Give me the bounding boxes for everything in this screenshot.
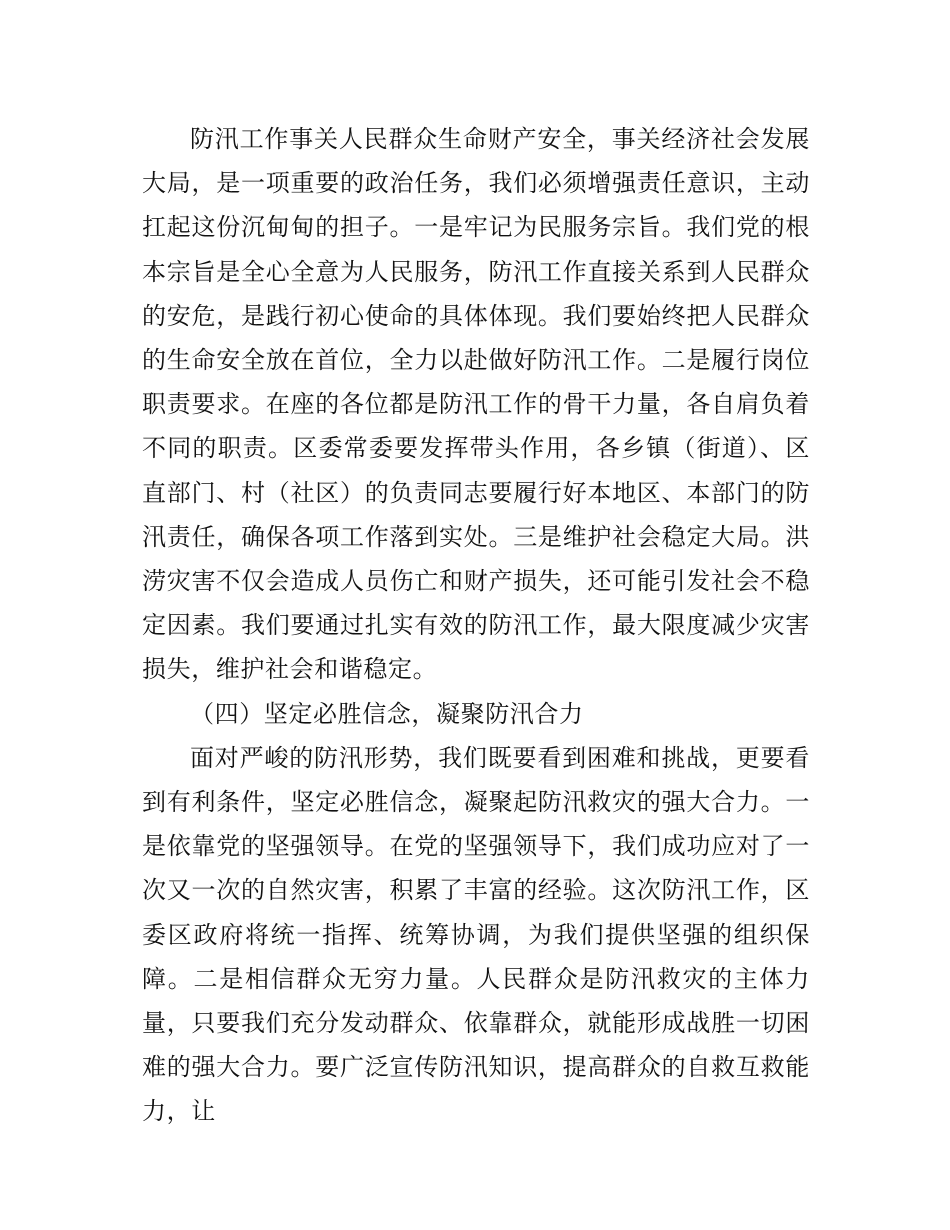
document-body [142,117,810,1134]
section-heading-4: （四）坚定必胜信念，凝聚防汛合力 [190,699,584,728]
body-paragraph-confidence: 面对严峻的防汛形势，我们既要看到困难和挑战，更要看到有利条件，坚定必胜信念，凝聚起防汛救灾的强大合力。一是依靠党的坚强领导。在党的坚强领导下，我们成功应对了一次又一次的自然灾害，积累了丰富的经验。这次防汛工作，区委区政府将统一指挥、统筹协调，为我们提供坚强的组织保障。二是相信群众无穷力量。人民群众是防汛救灾的主体力量，只要我们充分发动群众、依靠群众，就能形成战胜一切困难的强大合力。要广泛宣传防汛知识，提高群众的自救互救能力，让 [142,743,810,1126]
body-paragraph-responsibility: 防汛工作事关人民群众生命财产安全，事关经济社会发展大局，是一项重要的政治任务，我们必须增强责任意识，主动扛起这份沉甸甸的担子。一是牢记为民服务宗旨。我们党的根本宗旨是全心全意为人民服务，防汛工作直接关系到人民群众的安危，是践行初心使命的具体体现。我们要始终把人民群众的生命安全放在首位，全力以赴做好防汛工作。二是履行岗位职责要求。在座的各位都是防汛工作的骨干力量，各自肩负着不同的职责。区委常委要发挥带头作用，各乡镇（街道）、区直部门、村（社区）的负责同志要履行好本地区、本部门的防汛责任，确保各项工作落到实处。三是维护社会稳定大局。洪涝灾害不仅会造成人员伤亡和财产损失，还可能引发社会不稳定因素。我们要通过扎实有效的防汛工作，最大限度减少灾害损失，维护社会和谐稳定。 [142,125,810,684]
